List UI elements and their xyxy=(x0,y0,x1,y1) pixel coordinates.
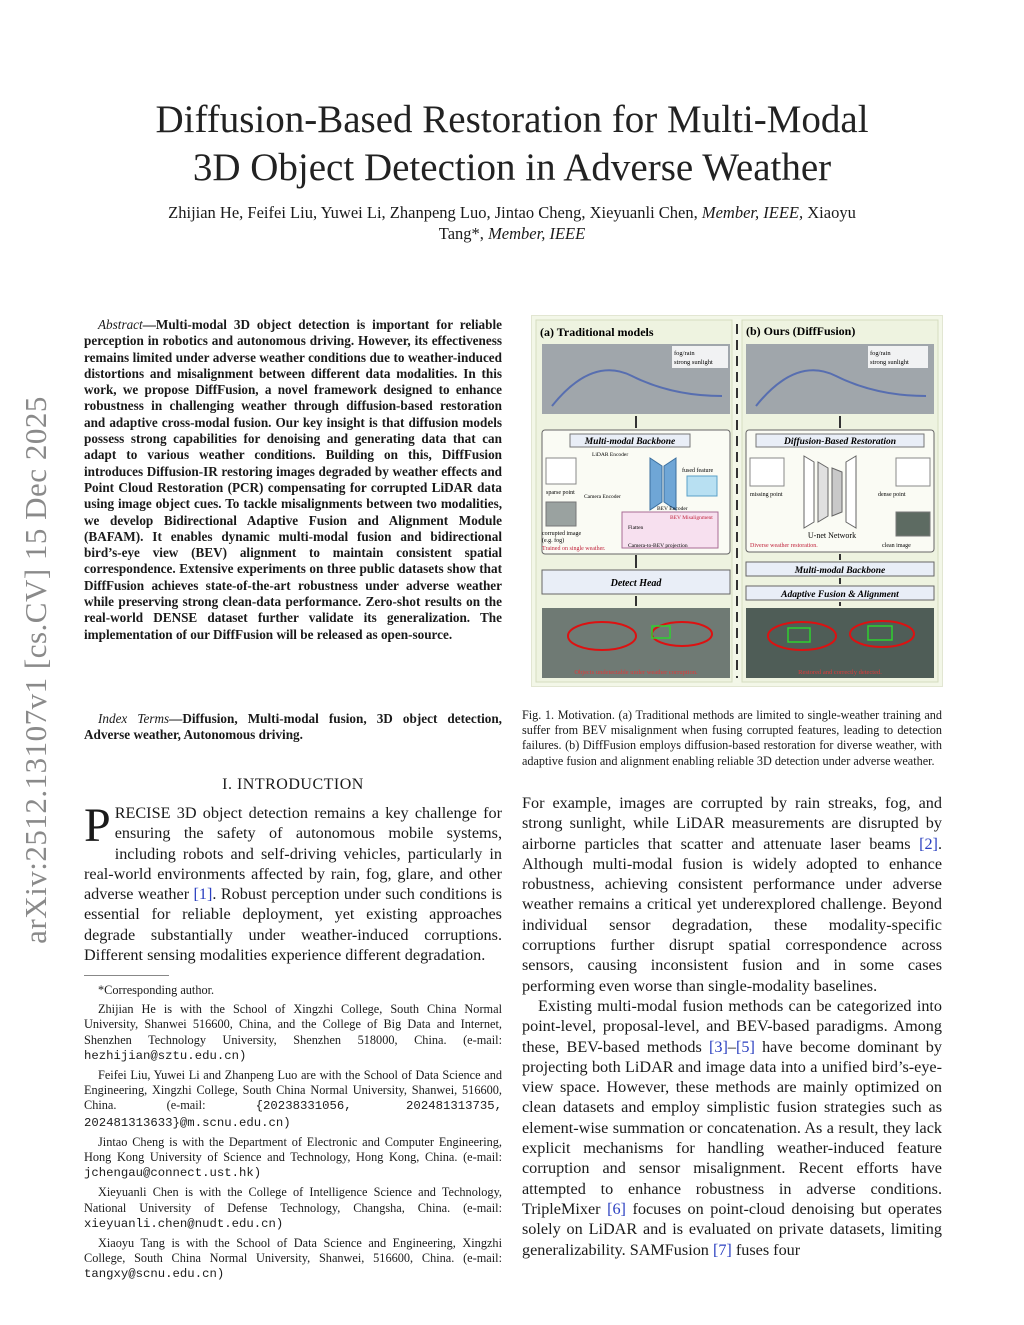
b-unet-layer-4 xyxy=(846,456,856,528)
title-line-1: Diffusion-Based Restoration for Multi-Modal xyxy=(155,98,869,141)
b-adaptive-label: Adaptive Fusion & Alignment xyxy=(781,590,899,600)
weather-label-1: fog/rain xyxy=(674,350,695,357)
a-lidar-encoder: LiDAR Encoder xyxy=(592,452,629,458)
figure-1 xyxy=(531,315,943,687)
footnote-affiliation xyxy=(84,1135,502,1182)
panel-a-title: (a) Traditional models xyxy=(540,325,654,339)
email-link[interactable]: tangxy@scnu.edu.cn) xyxy=(84,1267,225,1282)
email-link[interactable]: jchengau@connect.ust.hk) xyxy=(84,1166,262,1181)
a-backbone-label: Multi-modal Backbone xyxy=(584,437,676,447)
index-label: Index Terms xyxy=(98,711,170,726)
arxiv-id-text: arXiv:2512.13107v1 [cs.CV] 15 Dec 2025 xyxy=(18,396,53,944)
abstract xyxy=(84,317,502,643)
drop-cap: P xyxy=(84,799,111,852)
right-paragraph-1 xyxy=(522,793,942,996)
a-trained-single: Trained on single weather. xyxy=(542,546,606,552)
b-dense-point: dense point xyxy=(878,492,906,498)
a-eg-fog: (e.g. fog) xyxy=(542,538,565,544)
paragraph-text: . Although multi-modal fusion is widely adopted to enhance robustness, achieving consistent performance under adverse weather remains a critical yet underexplored challenge. Beyond individual sensor degradation, these modality-specific corruptions further disrupt spatial correspondence across sensors, causing inconsistent fusion and in some cases performing even worse than single-modality baselines. xyxy=(522,834,942,995)
author-list xyxy=(90,202,934,244)
footnotes xyxy=(84,983,502,1287)
index-text: —Diffusion, Multi-modal fusion, 3D object detection, Adverse weather, Autonomous driving. xyxy=(84,711,502,743)
b-clean-image-thumb xyxy=(896,512,930,536)
a-bev-misalignment: BEV Misalignment xyxy=(670,515,713,521)
footnote-corresponding: *Corresponding author. xyxy=(98,983,215,997)
footnote-text: Zhijian He is with the School of Xingzhi College, South China Normal University, Shanwei 516600, China, and the College of Big Data and Internet, Shenzhen Technology University, Shenzhen 518000, China. (e-mail: xyxy=(84,1002,502,1047)
right-paragraph-2 xyxy=(522,996,942,1260)
weather-label-2b: strong sunlight xyxy=(870,359,909,366)
section-heading: I. INTRODUCTION xyxy=(222,776,364,793)
title-line-2: 3D Object Detection in Adverse Weather xyxy=(192,146,832,189)
authors-membership-1: Member, IEEE, xyxy=(701,203,804,222)
weather-label-2: strong sunlight xyxy=(674,359,713,366)
range-dash: – xyxy=(727,1037,736,1056)
paragraph-text: fuses four xyxy=(731,1240,801,1259)
footnote-affiliation xyxy=(84,1185,502,1232)
citation-link[interactable]: [7] xyxy=(712,1240,732,1259)
intro-paragraph xyxy=(84,799,502,965)
footnote-text: Jintao Cheng is with the Department of Electronic and Computer Engineering, Hong Kong University of Science and Technology, Hong Kong, China. (e-mail: xyxy=(84,1134,502,1165)
b-backbone-label: Multi-modal Backbone xyxy=(794,566,886,576)
footnote-affiliation xyxy=(84,1068,502,1131)
email-link[interactable]: hezhijian@sztu.edu.cn) xyxy=(84,1048,247,1063)
paragraph-text: have become dominant by projecting both LiDAR and image data into a unified bird’s-eye-view space. However, these methods are mainly optimized on clean datasets and employ simplistic fusion strategies such as element-wise summation or concatenation. As a result, they lack explicit mechanisms for handling weather-induced feature corruption and sensor misalignment. Recent efforts have attempted to enhance robustness in adverse conditions. TripleMixer xyxy=(522,1037,942,1218)
citation-link[interactable]: [5] xyxy=(735,1037,755,1056)
right-column-text xyxy=(522,793,942,1260)
a-corrupted-image: corrupted image xyxy=(542,531,582,537)
footnote-text: Xieyuanli Chen is with the College of Intelligence Science and Technology, National University of Defense Technology, Changsha, China. (e-mail: xyxy=(84,1185,502,1215)
figure-caption: Fig. 1. Motivation. (a) Traditional methods are limited to single-weather training and suffer from BEV misalignment when fusing corrupted features, leading to detection failures. (b) DiffFusion employs diffusion-based restoration for diverse weather, with adaptive fusion and alignment enabling reliable 3D detection under adverse weather. xyxy=(522,708,942,768)
citation-link[interactable]: [1] xyxy=(193,885,213,904)
b-unet-layer-1 xyxy=(804,456,814,528)
b-unet: U-net Network xyxy=(807,531,857,540)
a-bottom-caption: Objects undetectable under weather corruption. xyxy=(574,669,698,676)
intro-first-word: RECISE xyxy=(114,804,171,822)
b-unet-layer-2 xyxy=(818,462,828,522)
a-corrupted-image-thumb xyxy=(546,502,576,526)
authors-last: Tang*, xyxy=(438,224,484,243)
footnote-rule xyxy=(84,975,169,976)
a-flatten: Flatten xyxy=(628,525,644,531)
authors-membership-2: Member, IEEE xyxy=(488,224,586,243)
a-bev-encoder: BEV Encoder xyxy=(657,506,688,512)
a-camera-to-bev: Camera-to-BEV projection xyxy=(628,543,688,549)
abstract-label: Abstract xyxy=(98,317,143,332)
intro-text-a: 3D object detection remains a key challenge for ensuring the safety of autonomous mobile systems, including robots and self-driving vehicles, particularly in real-world environments affected by rain, fog, glare, and other adverse weather xyxy=(84,804,502,904)
paragraph-text: Existing multi-modal fusion methods can be categorized into point-level, proposal-level, and BEV-based paradigms. Among these, BEV-based methods xyxy=(522,996,942,1056)
weather-label-1b: fog/rain xyxy=(870,350,891,357)
footnote-text: Xiaoyu Tang is with the School of Data Science and Engineering, Xingzhi College, South China Normal University, Shanwei, 516600, China. (e-mail: xyxy=(84,1236,502,1266)
arxiv-identifier xyxy=(6,370,66,970)
figure-diagram xyxy=(532,316,942,686)
b-bottom-caption: Restored and correctly detected. xyxy=(798,669,882,676)
a-fused-feature-grid xyxy=(687,476,717,496)
email-link[interactable]: xieyuanli.chen@nudt.edu.cn) xyxy=(84,1216,284,1231)
a-sparse-point-img xyxy=(546,458,576,484)
a-fused-feature: fused feature xyxy=(682,468,714,474)
citation-link[interactable]: [6] xyxy=(607,1199,626,1218)
email-link[interactable]: {20238331056, 202481313735, 202481313633}@m.scnu.edu.cn) xyxy=(84,1099,502,1130)
footnote-affiliation xyxy=(84,1002,502,1064)
a-camera-encoder: Camera Encoder xyxy=(584,494,621,500)
paragraph-text: For example, images are corrupted by rain streaks, fog, and strong sunlight, while LiDAR measurements are disrupted by airborne particles that scatter and attenuate laser beams xyxy=(522,794,942,853)
a-bev-encoder-block xyxy=(650,458,662,510)
a-sparse-point: sparse point xyxy=(546,490,575,496)
b-diverse-weather: Diverse weather restoration. xyxy=(750,543,818,549)
b-missing-point: missing point xyxy=(750,492,783,498)
authors-names: Zhijian He, Feifei Liu, Yuwei Li, Zhanpeng Luo, Jintao Cheng, Xieyuanli Chen, xyxy=(168,203,698,222)
paragraph-text: focuses on point-cloud denoising but operates solely on LiDAR and is evaluated on private datasets, limiting generalizability. SAMFusion xyxy=(522,1199,942,1259)
panel-b-title: (b) Ours (DiffFusion) xyxy=(746,324,856,338)
authors-names-cont: Xiaoyu xyxy=(807,203,856,222)
citation-link[interactable]: [2] xyxy=(919,834,938,853)
citation-link[interactable]: [3] xyxy=(709,1037,728,1056)
b-restoration-label: Diffusion-Based Restoration xyxy=(784,437,896,447)
a-bev-encoder-block-2 xyxy=(664,458,676,510)
b-missing-point-img xyxy=(750,458,784,486)
b-dense-point-img xyxy=(896,458,930,486)
a-detect-head: Detect Head xyxy=(610,578,662,589)
abstract-text: —Multi-modal 3D object detection is important for reliable perception in robotics and autonomous driving. However, its effectiveness remains limited under adverse weather conditions due to weather-induced distortions and misalignment between different data modalities. In this work, we propose DiffFusion, a novel framework designed to enhance robustness in challenging weather through diffusion-based restoration and adaptive cross-modal fusion. Our key insight is that diffusion models possess strong capabilities for denoising and generating data that can adapt to various weather conditions. Building on this, DiffFusion introduces Diffusion-IR restoring images degraded by weather effects and Point Cloud Restoration (PCR) compensating for corrupted LiDAR data using image object cues. To tackle misalignments between two modalities, we develop Bidirectional Adaptive Fusion and Alignment Module (BAFAM). It enables dynamic multi-modal fusion and bidirectional bird’s-eye view (BEV) alignment to maintain consistent spatial correspondence. Extensive experiments on three public datasets show that DiffFusion achieves state-of-the-art robustness under adverse weather while preserving strong clean-data performance. Zero-shot results on the real-world DENSE dataset further validate its generalization. The implementation of our DiffFusion will be released as open-source. xyxy=(84,317,502,642)
intro-text-b: . Robust perception under such conditions is essential for reliable deployment, yet existing approaches degrade substantially under weather-induced corruptions. Different sensing modalities experience different degradation. xyxy=(84,885,502,965)
b-unet-layer-3 xyxy=(832,468,842,516)
index-terms xyxy=(84,711,502,744)
paper-title xyxy=(100,96,924,192)
footnote-affiliation xyxy=(84,1236,502,1283)
footnote-text: Feifei Liu, Yuwei Li and Zhanpeng Luo are with the School of Data Science and Engineering, Xingzhi College, South China Normal University, Shanwei, 516600, China. (e-mail: xyxy=(84,1068,502,1113)
b-clean-image: clean image xyxy=(882,543,911,549)
